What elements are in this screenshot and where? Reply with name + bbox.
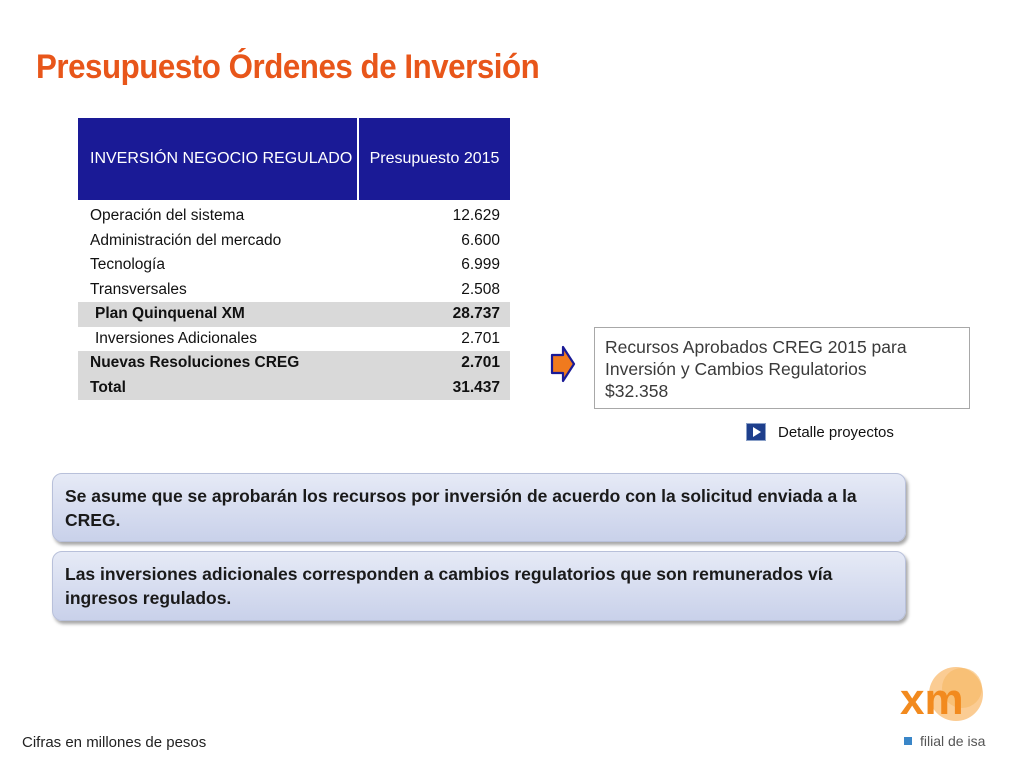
- approved-resources-box: [594, 327, 970, 409]
- column-header-investment: INVERSIÓN NEGOCIO REGULADO: [78, 118, 359, 200]
- table-row-total: [78, 376, 510, 401]
- budget-table: [78, 118, 510, 400]
- row-label: Total: [90, 378, 126, 396]
- row-value: 2.701: [461, 354, 500, 372]
- row-label: Inversiones Adicionales: [95, 329, 257, 347]
- row-value: 28.737: [452, 305, 500, 323]
- approved-resources-line: Recursos Aprobados CREG 2015 para: [605, 337, 907, 357]
- project-detail-label[interactable]: Detalle proyectos: [778, 423, 894, 441]
- svg-text:xm: xm: [900, 675, 964, 724]
- logo-tagline: [904, 733, 985, 749]
- row-value: 2.701: [461, 329, 500, 347]
- play-icon[interactable]: [746, 423, 766, 441]
- footer-note: Cifras en millones de pesos: [22, 734, 207, 751]
- approved-resources-amount: $32.358: [605, 381, 669, 401]
- row-label: Transversales: [90, 280, 187, 298]
- row-label: Nuevas Resoluciones CREG: [90, 354, 300, 372]
- row-value: 6.999: [461, 256, 500, 274]
- table-row: [78, 229, 510, 254]
- column-header-budget: Presupuesto 2015: [359, 118, 510, 200]
- note-callout: Se asume que se aprobarán los recursos por inversión de acuerdo con la solicitud enviada a la CREG.: [52, 473, 906, 542]
- table-row-subtotal: [78, 302, 510, 327]
- table-row: [78, 278, 510, 303]
- approved-resources-line: Inversión y Cambios Regulatorios: [605, 359, 867, 379]
- row-value: 12.629: [452, 207, 500, 225]
- row-value: 2.508: [461, 280, 500, 298]
- table-row: [78, 204, 510, 229]
- project-detail-link[interactable]: [746, 423, 894, 441]
- arrow-right-icon: [550, 345, 576, 383]
- row-label: Administración del mercado: [90, 231, 282, 249]
- square-icon: [904, 737, 912, 745]
- table-row-subtotal: [78, 351, 510, 376]
- row-value: 6.600: [461, 231, 500, 249]
- table-header: [78, 118, 510, 200]
- table-row: [78, 327, 510, 352]
- row-value: 31.437: [452, 378, 500, 396]
- note-callout: Las inversiones adicionales corresponden a cambios regulatorios que son remunerados vía ingresos regulados.: [52, 551, 906, 621]
- row-label: Tecnología: [90, 256, 165, 274]
- logo-tagline-text: filial de isa: [920, 733, 986, 749]
- page-title: Presupuesto Órdenes de Inversión: [36, 48, 540, 86]
- row-label: Plan Quinquenal XM: [95, 305, 245, 323]
- table-row: [78, 253, 510, 278]
- row-label: Operación del sistema: [90, 207, 245, 225]
